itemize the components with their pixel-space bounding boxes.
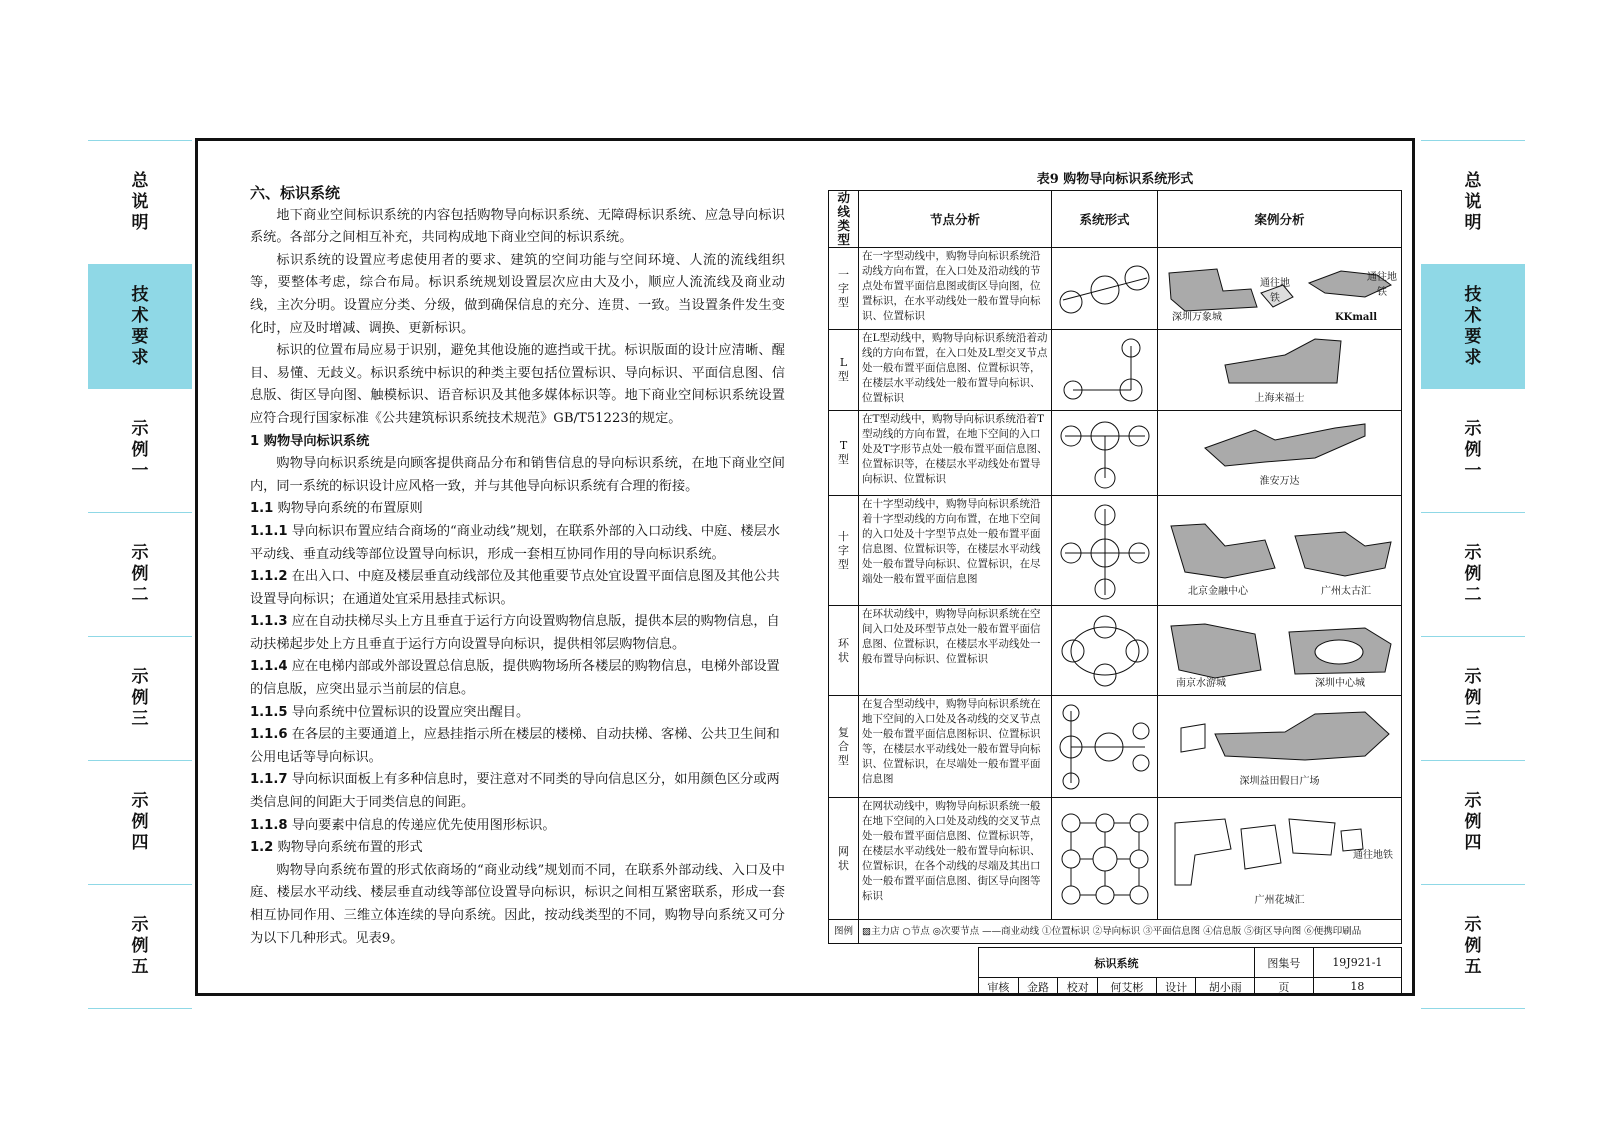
table-row: T型 在T型动线中，购物导向标识系统沿着T型动线的方向布置，在地下空间的入口处及T字形节点处一般布置平面信息图、位置标识等，在楼层水平动线处布置导向标识、位置标识 淮安万达 — [829, 411, 1402, 496]
paragraph: 标识系统的设置应考虑使用者的要求、建筑的空间功能与空间环境、人流的流线组织等，要整体考虑，综合布局。标识系统规划设置层次应由大及小，顺应人流流线及商业动线，主次分明。设置应分类、分级，做到确保信息的充分、连贯、一致。当设置条件发生变化时，应及时增减、调换、更新标识。 — [250, 252, 785, 336]
atlas-number: 19J921-1 — [1313, 948, 1401, 978]
plan-thumbnail — [1165, 516, 1395, 586]
paragraph: 购物导向系统布置的形式依商场的“商业动线”规划而不同，在联系外部动线、入口及中庭、楼层水平动线、楼层垂直动线等部位设置导向标识，标识之间相互紧密联系，形成一套相互协同作用、三维立体连续的导向系统。因此，按动线类型的不同，购物导向系统又可分为以下几种形式。见表9。 — [250, 862, 785, 946]
clause: 1.1.8 导向要素中信息的传递应优先使用图形标识。 — [250, 817, 556, 833]
col-header-case: 案例分析 — [1158, 191, 1402, 248]
tab-example-4-right[interactable]: 示例四 — [1421, 760, 1525, 884]
table-row: 网状 在网状动线中，购物导向标识系统一般在地下空间的入口处及动线的交叉节点处一般布置平面信息图、位置标识等，在楼层水平动线处一般布置导向标识、位置标识，在各个动线的尽端及其出口处一般布置平面信息图、街区导向图等标识 通往地铁 广州花城汇 — [829, 798, 1402, 920]
table-header-row — [829, 191, 1402, 248]
tab-example-1[interactable]: 示例一 — [88, 388, 192, 512]
tab-example-3[interactable]: 示例三 — [88, 636, 192, 760]
tab-example-1-right[interactable]: 示例一 — [1421, 388, 1525, 512]
tab-example-5-right[interactable]: 示例五 — [1421, 884, 1525, 1009]
legend-row: 图例 ▨主力店 ○节点 ◎次要节点 ——商业动线 ①位置标识 ②导向标识 ③平面信息图 ④信息版 ⑤街区导向图 ⑥便携印刷品 — [829, 920, 1402, 944]
right-tab-column — [1421, 140, 1525, 1009]
network-system-diagram — [1057, 803, 1153, 915]
paragraph: 地下商业空间标识系统的内容包括购物导向标识系统、无障碍标识系统、应急导向标识系统。各部分之间相互补充，共同构成地下商业空间的标识系统。 — [250, 207, 785, 246]
linear-system-diagram — [1057, 256, 1153, 322]
section-heading: 六、标识系统 — [250, 184, 341, 202]
composite-system-diagram — [1057, 701, 1153, 793]
table-title: 表9 购物导向标识系统形式 — [1036, 172, 1194, 187]
plan-thumbnail — [1165, 418, 1395, 474]
tab-example-3-right[interactable]: 示例三 — [1421, 636, 1525, 760]
tab-general[interactable]: 总说明 — [88, 140, 192, 264]
tab-technical[interactable]: 技术要求 — [88, 264, 192, 388]
signage-form-table — [828, 190, 1402, 944]
table-row: 环状 在环状动线中，购物导向标识系统在空间入口处及环型节点处一般布置平面信息图、位置标识，在楼层水平动线处一般布置导向标识、位置标识 南京水游城 深圳中心城 — [829, 606, 1402, 696]
col-header-node: 节点分析 — [859, 191, 1052, 248]
clause: 1.1.4 应在电梯内部或外部设置总信息版，提供购物场所各楼层的购物信息，电梯外部设置的信息版，应突出显示当前层的信息。 — [250, 659, 780, 698]
tab-example-4[interactable]: 示例四 — [88, 760, 192, 884]
clause-heading: 1.1 购物导向系统的布置原则 — [250, 501, 423, 517]
clause: 1.1.5 导向系统中位置标识的设置应突出醒目。 — [250, 704, 530, 720]
left-tab-column — [88, 140, 192, 1009]
ring-system-diagram — [1057, 611, 1153, 691]
body-text — [250, 182, 785, 950]
tab-example-2[interactable]: 示例二 — [88, 512, 192, 636]
clause: 1.1.7 导向标识面板上有多种信息时，要注意对不同类的导向信息区分，如用颜色区分或两类信息间的间距大于同类信息的间距。 — [250, 772, 780, 811]
col-header-system: 系统形式 — [1052, 191, 1158, 248]
legend: ▨主力店 ○节点 ◎次要节点 ——商业动线 ①位置标识 ②导向标识 ③平面信息图 ④信息版 ⑤街区导向图 ⑥便携印刷品 — [859, 920, 1402, 944]
plan-thumbnail — [1165, 620, 1395, 682]
atlas-label: 图集号 — [1255, 948, 1314, 978]
clause-heading: 1.2 购物导向系统布置的形式 — [250, 840, 423, 856]
table-row: 复合型 在复合型动线中，购物导向标识系统在地下空间的入口处及各动线的交叉节点处一般布置平面信息图标识、位置标识等，在楼层水平动线处一般布置导向标识、位置标识，在尽端处一般布置平面信息图 深圳益田假日广场 — [829, 696, 1402, 798]
clause: 1.1.1 导向标识布置应结合商场的“商业动线”规划，在联系外部的入口动线、中庭、楼层水平动线、垂直动线等部位设置导向标识，形成一套相互协同作用的导向标识系统。 — [250, 523, 780, 562]
t-system-diagram — [1057, 416, 1153, 490]
tab-technical-right[interactable]: 技术要求 — [1421, 264, 1525, 388]
clause: 1.1.6 在各层的主要通道上，应悬挂指示所在楼层的楼梯、自动扶梯、客梯、公共卫生间和公用电话等导向标识。 — [250, 727, 780, 765]
drawing-title: 标识系统 — [979, 948, 1255, 978]
plan-thumbnail — [1165, 335, 1395, 391]
paragraph: 购物导向标识系统是向顾客提供商品分布和销售信息的导向标识系统，在地下商业空间内，同一系统的标识设计应风格一致，并与其他导向标识系统有合理的衔接。 — [250, 456, 785, 494]
l-system-diagram — [1057, 334, 1153, 406]
table-row: 十字型 在十字型动线中，购物导向标识系统沿着十字型动线的方向布置，在地下空间的入口处及十字型节点处一般布置平面信息图、位置标识等，在楼层水平动线处一般布置导向标识、位置标识，在尽端处一般布置平面信息图 北京金融中心 广州太古汇 — [829, 496, 1402, 606]
clause: 1.1.3 应在自动扶梯尽头上方且垂直于运行方向设置购物信息版，提供本层的购物信息，自动扶梯起步处上方且垂直于运行方向设置导向标识，提供相邻层购物信息。 — [250, 614, 780, 652]
subsection-heading: 1 购物导向标识系统 — [250, 433, 370, 449]
title-block: 标识系统 图集号 19J921-1 审核 金路 校对 何艾彬 设计 胡小雨 页 18 — [978, 947, 1402, 996]
tab-example-5[interactable]: 示例五 — [88, 884, 192, 1009]
clause: 1.1.2 在出入口、中庭及楼层垂直动线部位及其他重要节点处宜设置平面信息图及其他公共设置导向标识；在通道处宜采用悬挂式标识。 — [250, 569, 780, 607]
plan-thumbnail — [1165, 704, 1395, 774]
col-header-type: 动线类型 — [829, 191, 859, 248]
table-row: L型 在L型动线中，购物导向标识系统沿着动线的方向布置，在入口处及L型交叉节点处一般布置平面信息图、位置标识等，在楼层水平动线处一般布置导向标识、位置标识 上海来福士 — [829, 330, 1402, 411]
table-row: 一字型 在一字型动线中，购物导向标识系统沿动线方向布置，在入口处及沿动线的节点处布置平面信息图或街区导向图，位置标识，在水平动线处一般布置导向标识、位置标识 深圳万象城 KKmall 通往地铁 通往地铁 — [829, 248, 1402, 330]
tab-general-right[interactable]: 总说明 — [1421, 140, 1525, 264]
tab-example-2-right[interactable]: 示例二 — [1421, 512, 1525, 636]
cross-system-diagram — [1057, 501, 1153, 601]
paragraph: 标识的位置布局应易于识别，避免其他设施的遮挡或干扰。标识版面的设计应清晰、醒目、易懂、无歧义。标识系统中标识的种类主要包括位置标识、导向标识、平面信息图、信息版、街区导向图、触模标识、语音标识及其他多媒体标识等。地下商业空间标识系统设置应符合现行国家标准《公共建筑标识系统技术规范》GB/T51223的规定。 — [250, 343, 785, 426]
page-number: 18 — [1313, 978, 1401, 996]
